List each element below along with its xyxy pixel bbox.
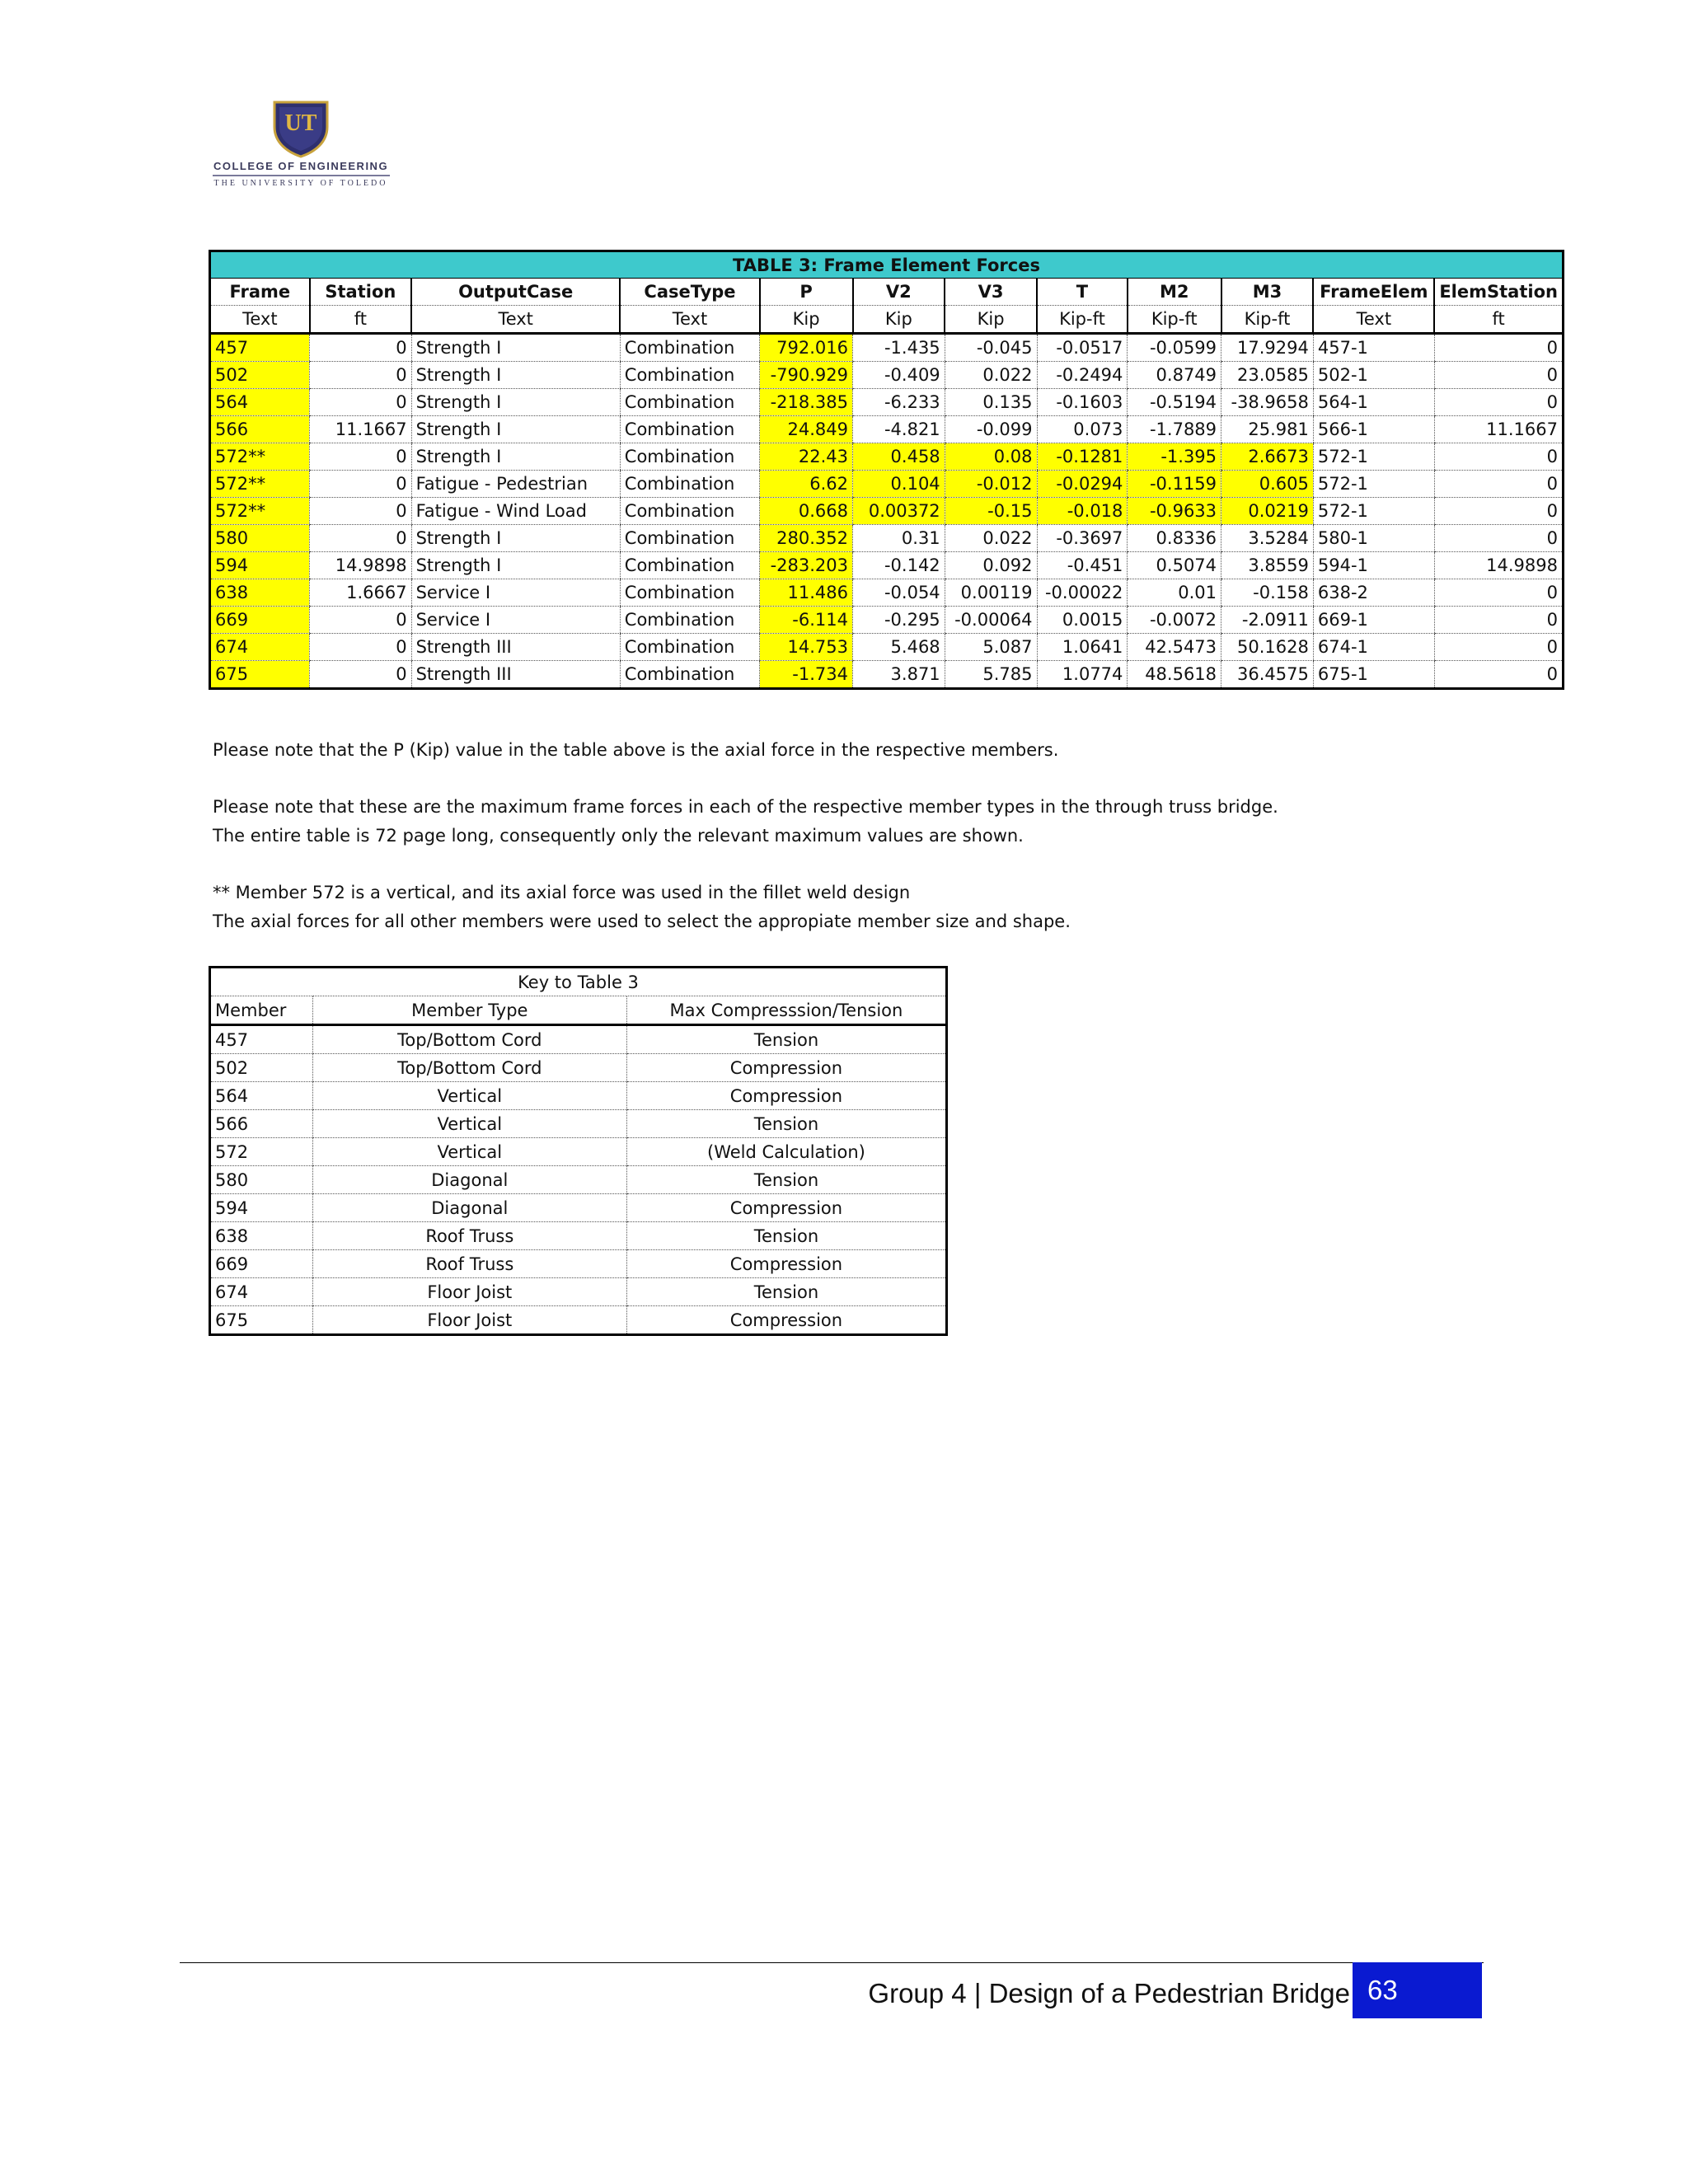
key-table-cell: Roof Truss bbox=[312, 1222, 626, 1250]
column-unit: Text bbox=[210, 306, 310, 334]
table-cell: 638 bbox=[210, 579, 310, 607]
table-cell: -38.9658 bbox=[1221, 389, 1314, 416]
table-row bbox=[210, 389, 1564, 416]
table-cell: 14.9898 bbox=[1434, 552, 1563, 579]
table-cell: 0 bbox=[1434, 634, 1563, 661]
table-cell: 3.8559 bbox=[1221, 552, 1314, 579]
table-cell: 566-1 bbox=[1313, 416, 1434, 443]
column-unit: Text bbox=[620, 306, 759, 334]
table-row bbox=[210, 552, 1564, 579]
note-maximum-forces: Please note that these are the maximum frame forces in each of the respective member types in the through truss bridge. bbox=[213, 797, 1278, 817]
key-column-header: Member Type bbox=[312, 996, 626, 1025]
table-cell: 0 bbox=[310, 471, 411, 498]
table-cell: -0.099 bbox=[945, 416, 1037, 443]
table-cell: 0 bbox=[310, 661, 411, 689]
table-cell: 594 bbox=[210, 552, 310, 579]
table-cell: -218.385 bbox=[760, 389, 853, 416]
key-table-cell: 669 bbox=[210, 1250, 313, 1278]
logo-divider bbox=[213, 175, 390, 176]
table-cell: Combination bbox=[620, 634, 759, 661]
key-table-cell: Roof Truss bbox=[312, 1250, 626, 1278]
table-cell: 572** bbox=[210, 498, 310, 525]
table-cell: -0.1603 bbox=[1037, 389, 1128, 416]
table-cell: 0 bbox=[310, 334, 411, 362]
table-cell: Service I bbox=[411, 579, 620, 607]
key-table-cell: 638 bbox=[210, 1222, 313, 1250]
key-table-cell: Top/Bottom Cord bbox=[312, 1025, 626, 1054]
table-cell: 572-1 bbox=[1313, 498, 1434, 525]
table-cell: -0.018 bbox=[1037, 498, 1128, 525]
key-table-cell: Tension bbox=[626, 1110, 946, 1138]
table-cell: -0.451 bbox=[1037, 552, 1128, 579]
footer-rule bbox=[180, 1962, 1484, 1963]
key-table-cell: Floor Joist bbox=[312, 1306, 626, 1335]
table-cell: 22.43 bbox=[760, 443, 853, 471]
column-unit: Text bbox=[411, 306, 620, 334]
key-table-cell: 564 bbox=[210, 1082, 313, 1110]
key-table-row bbox=[210, 1054, 947, 1082]
column-unit: Kip bbox=[945, 306, 1037, 334]
key-table-cell: 566 bbox=[210, 1110, 313, 1138]
table-cell: 572** bbox=[210, 471, 310, 498]
table-cell: Combination bbox=[620, 552, 759, 579]
column-header: Station bbox=[310, 279, 411, 306]
table-cell: -0.1159 bbox=[1128, 471, 1221, 498]
table-cell: 14.753 bbox=[760, 634, 853, 661]
table-cell: 0.31 bbox=[853, 525, 945, 552]
table-cell: Combination bbox=[620, 661, 759, 689]
column-header: M2 bbox=[1128, 279, 1221, 306]
table-cell: Combination bbox=[620, 362, 759, 389]
table-cell: 0 bbox=[310, 362, 411, 389]
table-cell: 792.016 bbox=[760, 334, 853, 362]
key-table-cell: Tension bbox=[626, 1278, 946, 1306]
table-cell: 48.5618 bbox=[1128, 661, 1221, 689]
table-cell: 1.0641 bbox=[1037, 634, 1128, 661]
table-cell: Combination bbox=[620, 579, 759, 607]
column-unit: Kip bbox=[853, 306, 945, 334]
key-table-row bbox=[210, 1194, 947, 1222]
table-row bbox=[210, 498, 1564, 525]
key-table-cell: Compression bbox=[626, 1194, 946, 1222]
column-header: ElemStation bbox=[1434, 279, 1563, 306]
table-cell: -0.0072 bbox=[1128, 607, 1221, 634]
table-cell: 638-2 bbox=[1313, 579, 1434, 607]
table-cell: 674 bbox=[210, 634, 310, 661]
table-cell: 0 bbox=[1434, 471, 1563, 498]
table-cell: 0.458 bbox=[853, 443, 945, 471]
table-cell: Strength I bbox=[411, 362, 620, 389]
table-cell: Service I bbox=[411, 607, 620, 634]
table-cell: -0.00064 bbox=[945, 607, 1037, 634]
university-logo bbox=[206, 99, 396, 188]
table-cell: 0.08 bbox=[945, 443, 1037, 471]
key-table-cell: Vertical bbox=[312, 1138, 626, 1166]
table-cell: -0.054 bbox=[853, 579, 945, 607]
table-cell: 572-1 bbox=[1313, 471, 1434, 498]
column-header: P bbox=[760, 279, 853, 306]
key-table-cell: 580 bbox=[210, 1166, 313, 1194]
table-cell: 594-1 bbox=[1313, 552, 1434, 579]
table-cell: -0.1281 bbox=[1037, 443, 1128, 471]
table-cell: 0.605 bbox=[1221, 471, 1314, 498]
table-cell: 0 bbox=[1434, 362, 1563, 389]
table-row bbox=[210, 334, 1564, 362]
table-cell: 0 bbox=[310, 525, 411, 552]
key-table-cell: Floor Joist bbox=[312, 1278, 626, 1306]
table-cell: 24.849 bbox=[760, 416, 853, 443]
table-cell: Strength I bbox=[411, 389, 620, 416]
table-cell: Combination bbox=[620, 389, 759, 416]
table-cell: -0.045 bbox=[945, 334, 1037, 362]
table-cell: Combination bbox=[620, 471, 759, 498]
table-cell: 0 bbox=[1434, 607, 1563, 634]
table-cell: 572** bbox=[210, 443, 310, 471]
logo-college-name: COLLEGE OF ENGINEERING bbox=[213, 160, 389, 172]
table-cell: -6.114 bbox=[760, 607, 853, 634]
table-cell: 0.00372 bbox=[853, 498, 945, 525]
table-row bbox=[210, 471, 1564, 498]
table-cell: 3.871 bbox=[853, 661, 945, 689]
table-cell: 0.668 bbox=[760, 498, 853, 525]
table-cell: -0.0517 bbox=[1037, 334, 1128, 362]
table-row bbox=[210, 443, 1564, 471]
key-table-row bbox=[210, 1306, 947, 1335]
table-cell: 0 bbox=[1434, 443, 1563, 471]
key-table-row bbox=[210, 1250, 947, 1278]
table-cell: 457 bbox=[210, 334, 310, 362]
table-cell: 5.785 bbox=[945, 661, 1037, 689]
table-cell: 0.073 bbox=[1037, 416, 1128, 443]
table-cell: Combination bbox=[620, 334, 759, 362]
table-cell: 36.4575 bbox=[1221, 661, 1314, 689]
key-table-cell: Compression bbox=[626, 1250, 946, 1278]
table-cell: Strength I bbox=[411, 552, 620, 579]
table-cell: 566 bbox=[210, 416, 310, 443]
table-cell: 5.087 bbox=[945, 634, 1037, 661]
table-cell: 0.5074 bbox=[1128, 552, 1221, 579]
table-cell: -0.3697 bbox=[1037, 525, 1128, 552]
table-row bbox=[210, 416, 1564, 443]
table-cell: -0.0599 bbox=[1128, 334, 1221, 362]
column-header: Frame bbox=[210, 279, 310, 306]
table-cell: -0.012 bbox=[945, 471, 1037, 498]
table-cell: -1.734 bbox=[760, 661, 853, 689]
table-cell: 0 bbox=[1434, 389, 1563, 416]
table-cell: Combination bbox=[620, 498, 759, 525]
table-cell: 669-1 bbox=[1313, 607, 1434, 634]
table-cell: Fatigue - Pedestrian bbox=[411, 471, 620, 498]
table-cell: 0 bbox=[1434, 525, 1563, 552]
table-cell: 0 bbox=[1434, 334, 1563, 362]
table-cell: 675 bbox=[210, 661, 310, 689]
table-row bbox=[210, 607, 1564, 634]
table-cell: 674-1 bbox=[1313, 634, 1434, 661]
table-cell: 0.8336 bbox=[1128, 525, 1221, 552]
table-cell: 0.022 bbox=[945, 362, 1037, 389]
key-table-cell: 674 bbox=[210, 1278, 313, 1306]
table-cell: -0.9633 bbox=[1128, 498, 1221, 525]
table-cell: 580 bbox=[210, 525, 310, 552]
key-table-cell: Tension bbox=[626, 1025, 946, 1054]
table-cell: -0.00022 bbox=[1037, 579, 1128, 607]
table-cell: 0 bbox=[310, 498, 411, 525]
table-cell: 23.0585 bbox=[1221, 362, 1314, 389]
table-row bbox=[210, 525, 1564, 552]
key-table-row bbox=[210, 1166, 947, 1194]
table-cell: 0 bbox=[1434, 661, 1563, 689]
table-cell: 0 bbox=[310, 389, 411, 416]
table-cell: Strength III bbox=[411, 634, 620, 661]
table-cell: -0.0294 bbox=[1037, 471, 1128, 498]
table-cell: -1.435 bbox=[853, 334, 945, 362]
table-cell: 0 bbox=[1434, 498, 1563, 525]
key-table-cell: (Weld Calculation) bbox=[626, 1138, 946, 1166]
logo-university-name: THE UNIVERSITY OF TOLEDO bbox=[213, 179, 388, 188]
key-to-table-3 bbox=[209, 966, 948, 1336]
table-cell: Strength I bbox=[411, 416, 620, 443]
table-cell: 0 bbox=[310, 607, 411, 634]
column-header: M3 bbox=[1221, 279, 1314, 306]
table-cell: Strength III bbox=[411, 661, 620, 689]
key-table-cell: 502 bbox=[210, 1054, 313, 1082]
table-cell: -2.0911 bbox=[1221, 607, 1314, 634]
table-cell: Combination bbox=[620, 607, 759, 634]
table-cell: 11.1667 bbox=[310, 416, 411, 443]
column-header: V3 bbox=[945, 279, 1037, 306]
table-cell: 0.104 bbox=[853, 471, 945, 498]
table-row bbox=[210, 634, 1564, 661]
table-cell: 50.1628 bbox=[1221, 634, 1314, 661]
note-table-length: The entire table is 72 page long, consequently only the relevant maximum values are shown. bbox=[213, 826, 1024, 846]
column-unit: Kip-ft bbox=[1037, 306, 1128, 334]
key-table-row bbox=[210, 1082, 947, 1110]
table-cell: 0.092 bbox=[945, 552, 1037, 579]
table-cell: -0.295 bbox=[853, 607, 945, 634]
key-table-title: Key to Table 3 bbox=[210, 968, 947, 996]
key-table-cell: Diagonal bbox=[312, 1166, 626, 1194]
key-table-cell: 675 bbox=[210, 1306, 313, 1335]
table-cell: -0.15 bbox=[945, 498, 1037, 525]
table-cell: 14.9898 bbox=[310, 552, 411, 579]
column-unit: ft bbox=[1434, 306, 1563, 334]
key-column-header: Max Compresssion/Tension bbox=[626, 996, 946, 1025]
table-cell: Combination bbox=[620, 443, 759, 471]
table-cell: 0.0219 bbox=[1221, 498, 1314, 525]
column-unit: Text bbox=[1313, 306, 1434, 334]
table-cell: 0.01 bbox=[1128, 579, 1221, 607]
column-header: CaseType bbox=[620, 279, 759, 306]
table-cell: -4.821 bbox=[853, 416, 945, 443]
table-cell: -0.5194 bbox=[1128, 389, 1221, 416]
key-table-row bbox=[210, 1222, 947, 1250]
key-table-cell: 572 bbox=[210, 1138, 313, 1166]
key-table-cell: Compression bbox=[626, 1306, 946, 1335]
table-cell: 5.468 bbox=[853, 634, 945, 661]
table-cell: 2.6673 bbox=[1221, 443, 1314, 471]
table-cell: 564-1 bbox=[1313, 389, 1434, 416]
logo-initials: UT bbox=[284, 110, 317, 136]
key-table-cell: Vertical bbox=[312, 1082, 626, 1110]
table-cell: -790.929 bbox=[760, 362, 853, 389]
note-axial-force: Please note that the P (Kip) value in the table above is the axial force in the respective members. bbox=[213, 740, 1059, 760]
table-cell: 280.352 bbox=[760, 525, 853, 552]
note-member-572: ** Member 572 is a vertical, and its axial force was used in the fillet weld design bbox=[213, 883, 911, 902]
table-row bbox=[210, 661, 1564, 689]
column-unit: Kip-ft bbox=[1128, 306, 1221, 334]
key-table-cell: Diagonal bbox=[312, 1194, 626, 1222]
table-cell: -283.203 bbox=[760, 552, 853, 579]
table-cell: -0.2494 bbox=[1037, 362, 1128, 389]
table-cell: Fatigue - Wind Load bbox=[411, 498, 620, 525]
table-cell: 580-1 bbox=[1313, 525, 1434, 552]
table-cell: 42.5473 bbox=[1128, 634, 1221, 661]
table-cell: Strength I bbox=[411, 334, 620, 362]
table-cell: 11.486 bbox=[760, 579, 853, 607]
table-cell: 0.0015 bbox=[1037, 607, 1128, 634]
page-number: 63 bbox=[1353, 1962, 1482, 2018]
frame-element-forces-table bbox=[209, 250, 1564, 690]
key-table-cell: Compression bbox=[626, 1054, 946, 1082]
note-other-members: The axial forces for all other members were used to select the appropiate member size and shape. bbox=[213, 912, 1071, 931]
table-cell: 11.1667 bbox=[1434, 416, 1563, 443]
table-cell: 0.135 bbox=[945, 389, 1037, 416]
table-cell: -0.409 bbox=[853, 362, 945, 389]
key-table-cell: Tension bbox=[626, 1222, 946, 1250]
table-cell: 0 bbox=[1434, 579, 1563, 607]
key-table-row bbox=[210, 1025, 947, 1054]
column-unit: Kip bbox=[760, 306, 853, 334]
table-cell: 1.0774 bbox=[1037, 661, 1128, 689]
table-cell: 17.9294 bbox=[1221, 334, 1314, 362]
column-header: V2 bbox=[853, 279, 945, 306]
table-cell: 0 bbox=[310, 634, 411, 661]
footer-text: Group 4 | Design of a Pedestrian Bridge bbox=[868, 1978, 1350, 2008]
key-column-header: Member bbox=[210, 996, 313, 1025]
table-cell: 669 bbox=[210, 607, 310, 634]
table-row bbox=[210, 579, 1564, 607]
column-header: T bbox=[1037, 279, 1128, 306]
table-cell: Combination bbox=[620, 525, 759, 552]
table-cell: 564 bbox=[210, 389, 310, 416]
column-header: FrameElem bbox=[1313, 279, 1434, 306]
key-table-cell: Tension bbox=[626, 1166, 946, 1194]
table-cell: 572-1 bbox=[1313, 443, 1434, 471]
table-cell: 502-1 bbox=[1313, 362, 1434, 389]
column-unit: Kip-ft bbox=[1221, 306, 1314, 334]
key-table-cell: Vertical bbox=[312, 1110, 626, 1138]
notes bbox=[213, 736, 1278, 936]
table-cell: Combination bbox=[620, 416, 759, 443]
column-unit: ft bbox=[310, 306, 411, 334]
table-cell: 25.981 bbox=[1221, 416, 1314, 443]
table-cell: -6.233 bbox=[853, 389, 945, 416]
key-table-cell: Top/Bottom Cord bbox=[312, 1054, 626, 1082]
column-header: OutputCase bbox=[411, 279, 620, 306]
table-cell: Strength I bbox=[411, 525, 620, 552]
key-table-cell: 457 bbox=[210, 1025, 313, 1054]
table-cell: 1.6667 bbox=[310, 579, 411, 607]
table-title: TABLE 3: Frame Element Forces bbox=[210, 251, 1564, 279]
key-table-cell: Compression bbox=[626, 1082, 946, 1110]
key-table-row bbox=[210, 1138, 947, 1166]
key-table-row bbox=[210, 1278, 947, 1306]
key-table-row bbox=[210, 1110, 947, 1138]
table-cell: 3.5284 bbox=[1221, 525, 1314, 552]
table-cell: Strength I bbox=[411, 443, 620, 471]
table-cell: -0.142 bbox=[853, 552, 945, 579]
table-cell: 457-1 bbox=[1313, 334, 1434, 362]
table-cell: -0.158 bbox=[1221, 579, 1314, 607]
key-table-cell: 594 bbox=[210, 1194, 313, 1222]
table-cell: 675-1 bbox=[1313, 661, 1434, 689]
table-cell: -1.395 bbox=[1128, 443, 1221, 471]
table-cell: -1.7889 bbox=[1128, 416, 1221, 443]
table-cell: 0.00119 bbox=[945, 579, 1037, 607]
table-cell: 502 bbox=[210, 362, 310, 389]
table-row bbox=[210, 362, 1564, 389]
table-cell: 0.022 bbox=[945, 525, 1037, 552]
table-cell: 0 bbox=[310, 443, 411, 471]
table-cell: 6.62 bbox=[760, 471, 853, 498]
table-cell: 0.8749 bbox=[1128, 362, 1221, 389]
